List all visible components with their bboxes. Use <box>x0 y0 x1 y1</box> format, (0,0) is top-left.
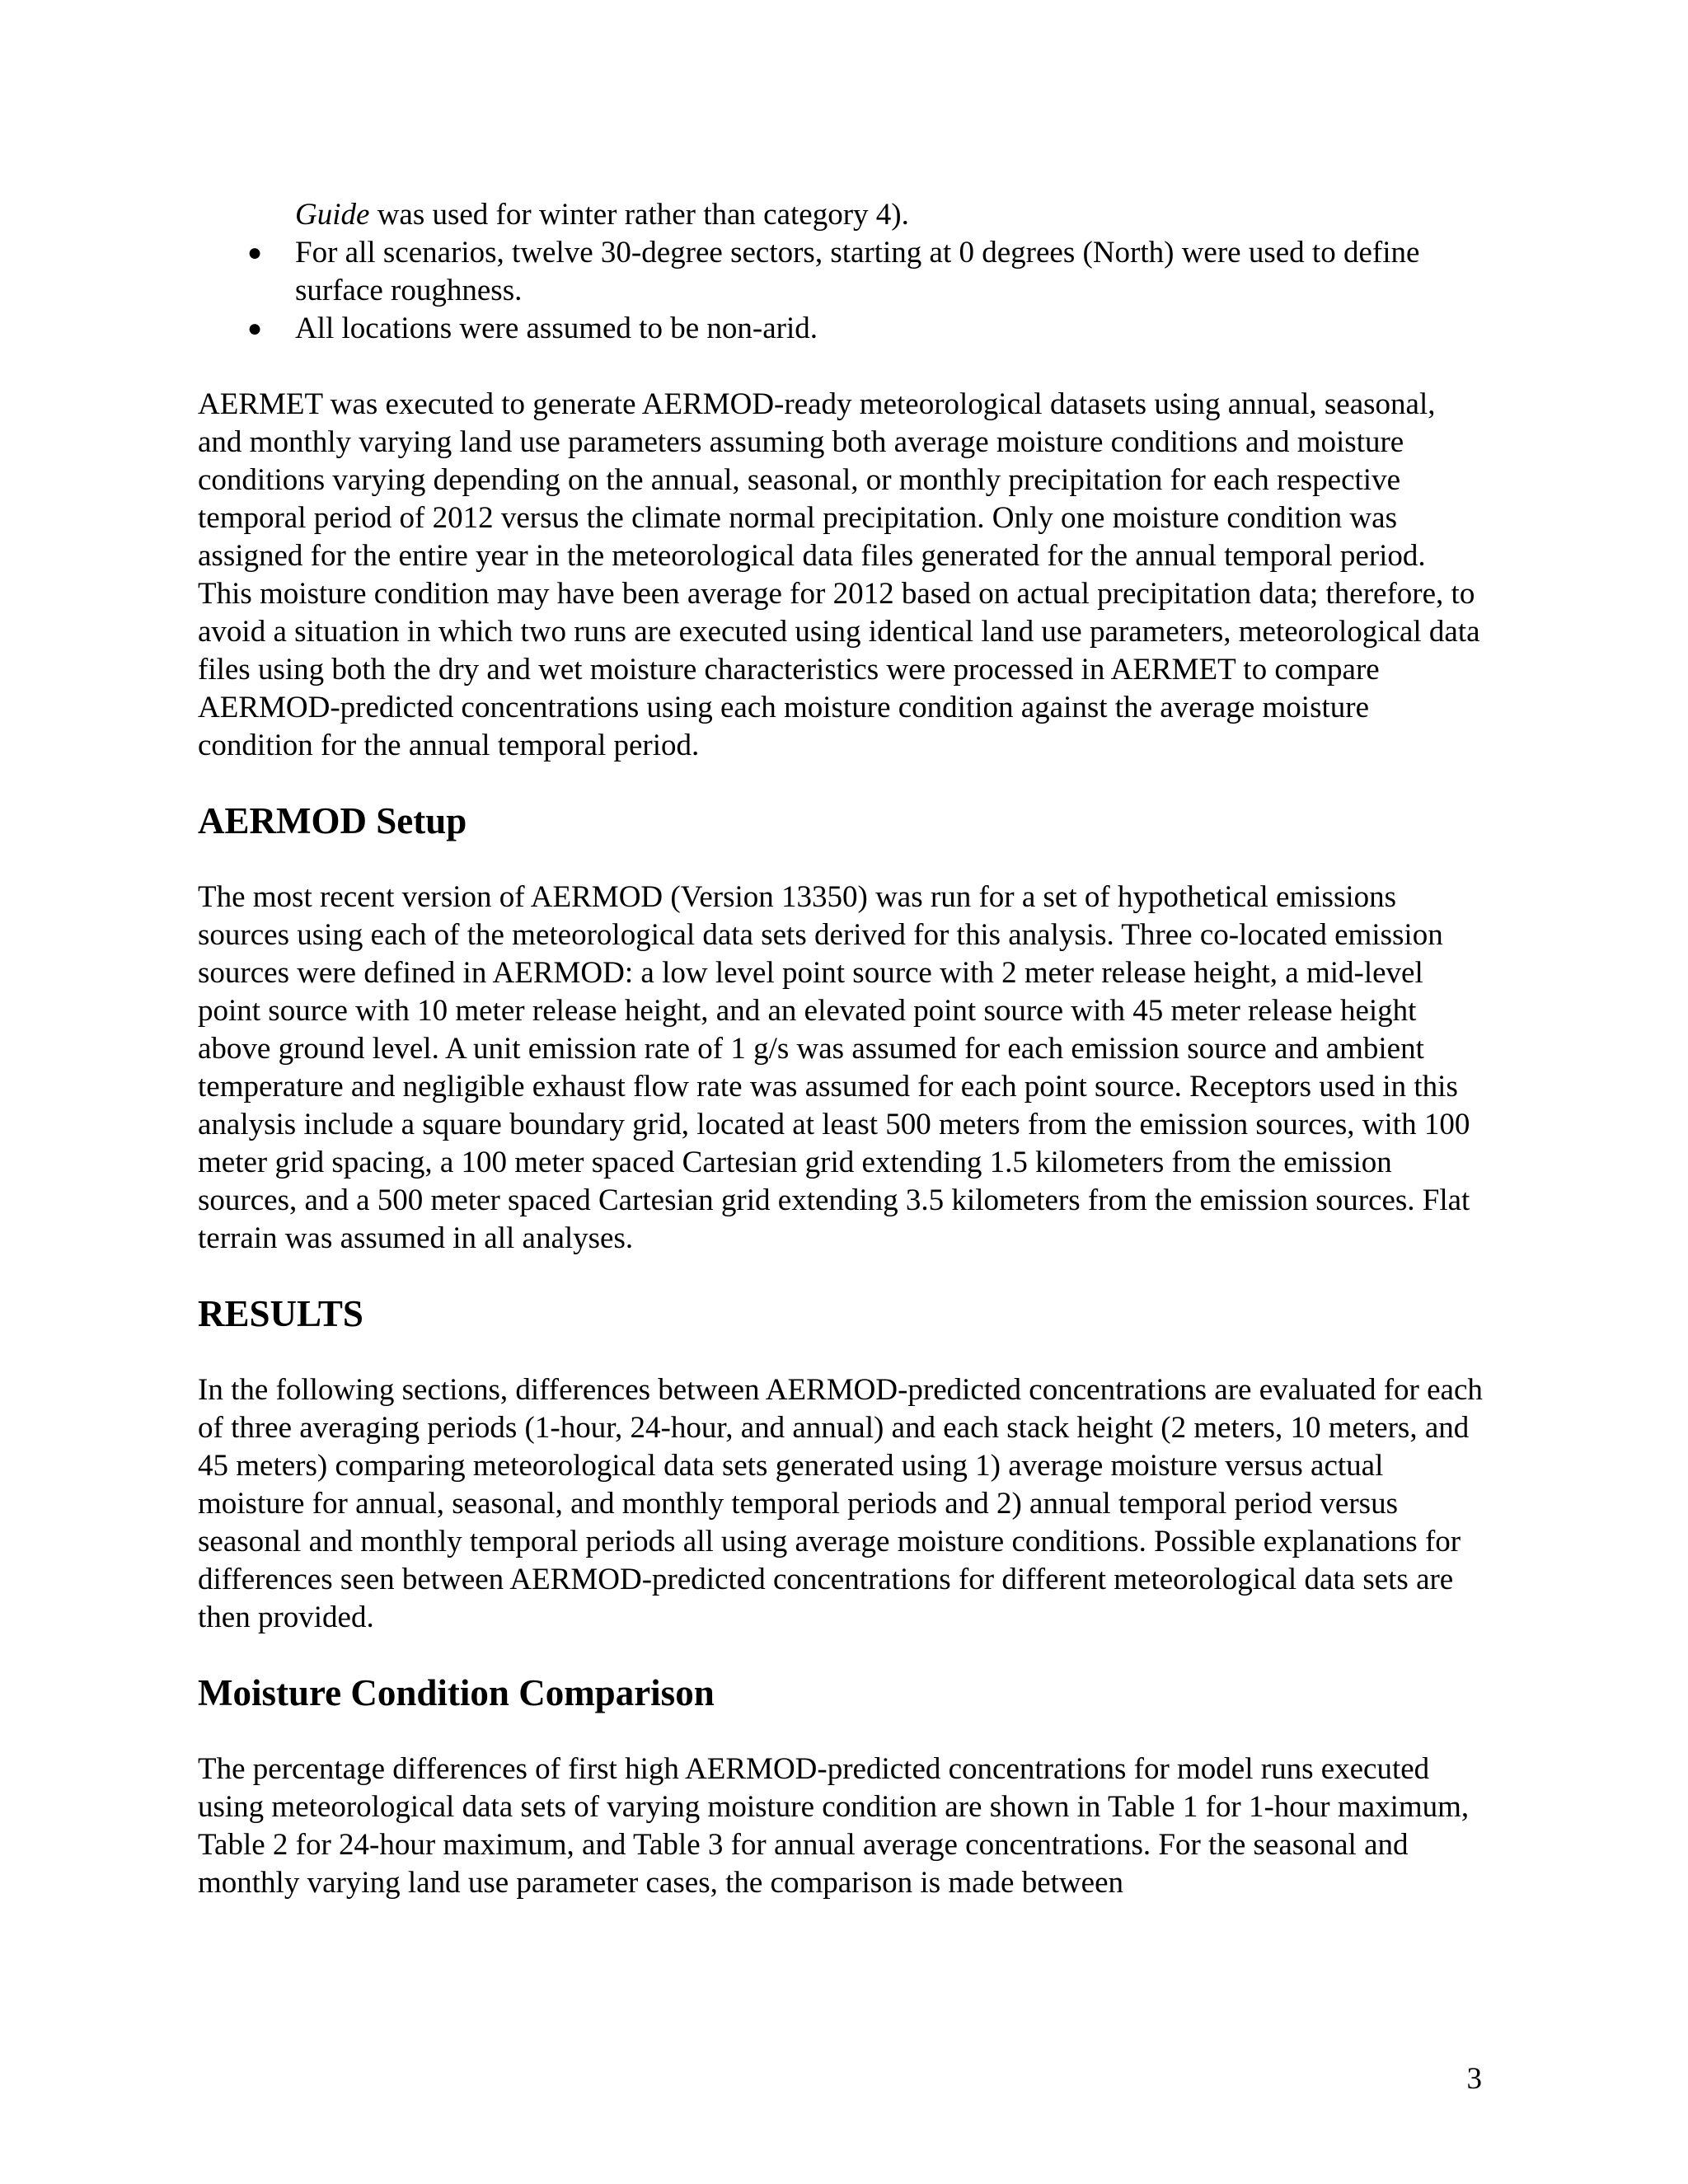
bullet-icon: ● <box>247 315 263 342</box>
paragraph-aermod-setup: The most recent version of AERMOD (Version 13350) was run for a set of hypothetical emissions sources using each of the meteorological data sets derived for this analysis. Three co-located emission sources were defined in AERMOD: a low level point source with 2 meter release height, a mid-level point source with 10 meter release height, and an elevated point source with 45 meter release height above ground level. A unit emission rate of 1 g/s was assumed for each emission source and ambient temperature and negligible exhaust flow rate was assumed for each point source. Receptors used in this analysis include a square boundary grid, located at least 500 meters from the emission sources, with 100 meter grid spacing, a 100 meter spaced Cartesian grid extending 1.5 kilometers from the emission sources, and a 500 meter spaced Cartesian grid extending 3.5 kilometers from the emission sources. Flat terrain was assumed in all analyses. <box>198 880 1470 1255</box>
bullet-list <box>198 234 1484 348</box>
paragraph-results: In the following sections, differences between AERMOD-predicted concentrations are evaluated for each of three averaging periods (1-hour, 24-hour, and annual) and each stack height (2 meters, 10 meters, and 45 meters) comparing meteorological data sets generated using 1) average moisture versus actual moisture for annual, seasonal, and monthly temporal periods and 2) annual temporal period versus seasonal and monthly temporal periods all using average moisture conditions. Possible explanations for differences seen between AERMOD-predicted concentrations for different meteorological data sets are then provided. <box>198 1373 1483 1634</box>
page-content <box>198 196 1484 1902</box>
list-item-text: All locations were assumed to be non-arid. <box>295 312 818 345</box>
continuation-italic: Guide <box>295 198 370 232</box>
heading-results: RESULTS <box>198 1293 363 1334</box>
heading-moisture-comparison: Moisture Condition Comparison <box>198 1672 715 1713</box>
list-item-text: For all scenarios, twelve 30-degree sectors, starting at 0 degrees (North) were used to define surface roughness. <box>295 236 1420 307</box>
paragraph-aermet: AERMET was executed to generate AERMOD-ready meteorological datasets using annual, seasonal, and monthly varying land use parameters assuming both average moisture conditions and moisture conditions varying depending on the annual, seasonal, or monthly precipitation for each respective temporal period of 2012 versus the climate normal precipitation. Only one moisture condition was assigned for the entire year in the meteorological data files generated for the annual temporal period. This moisture condition may have been average for 2012 based on actual precipitation data; therefore, to avoid a situation in which two runs are executed using identical land use parameters, meteorological data files using both the dry and wet moisture characteristics were processed in AERMET to compare AERMOD-predicted concentrations using each moisture condition against the average moisture condition for the annual temporal period. <box>198 387 1480 762</box>
continuation-text: was used for winter rather than category 4). <box>369 198 909 232</box>
list-item <box>198 234 1484 310</box>
paragraph-moisture: The percentage differences of first high AERMOD-predicted concentrations for model runs executed using meteorological data sets of varying moisture condition are shown in Table 1 for 1-hour maximum, Table 2 for 24-hour maximum, and Table 3 for annual average concentrations. For the seasonal and monthly varying land use parameter cases, the comparison is made between <box>198 1752 1470 1900</box>
continuation-line <box>295 196 1484 234</box>
heading-aermod-setup: AERMOD Setup <box>198 800 467 841</box>
page-number: 3 <box>1466 2062 1482 2096</box>
bullet-icon: ● <box>247 239 263 266</box>
list-item <box>198 310 1484 348</box>
